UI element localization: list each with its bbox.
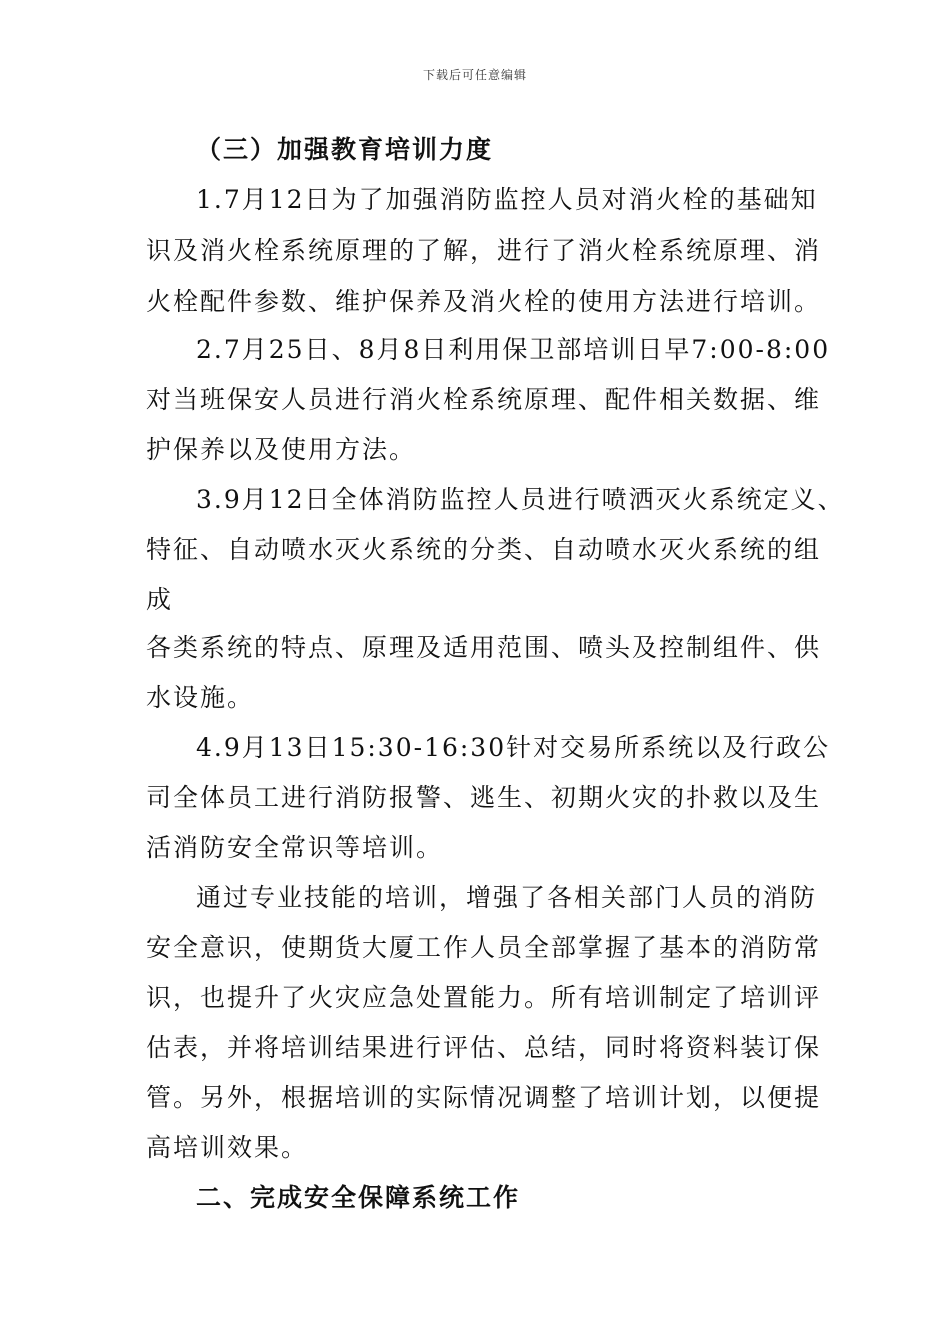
- paragraph-line: 1.7月12日为了加强消防监控人员对消火栓的基础知: [196, 185, 818, 214]
- paragraph-line: 活消防安全常识等培训。: [146, 833, 444, 862]
- paragraph-line: 估表，并将培训结果进行评估、总结，同时将资料装订保: [146, 1033, 822, 1062]
- download-note: 下载后可任意编辑: [422, 68, 527, 82]
- paragraph-line: 司全体员工进行消防报警、逃生、初期火灾的扑救以及生: [146, 783, 822, 812]
- paragraph-line: 各类系统的特点、原理及适用范围、喷头及控制组件、供: [146, 633, 822, 662]
- section-heading-security: 二、完成安全保障系统工作: [196, 1183, 521, 1212]
- paragraph-line: 护保养以及使用方法。: [146, 435, 417, 464]
- paragraph-line: 识，也提升了火灾应急处置能力。所有培训制定了培训评: [146, 983, 822, 1012]
- paragraph-line: 对当班保安人员进行消火栓系统原理、配件相关数据、维: [146, 385, 822, 414]
- paragraph-line: 2.7月25日、8月8日利用保卫部培训日早7:00-8:00: [196, 335, 831, 364]
- paragraph-line: 高培训效果。: [146, 1133, 309, 1162]
- paragraph-line: 安全意识，使期货大厦工作人员全部掌握了基本的消防常: [146, 933, 822, 962]
- paragraph-line: 成: [146, 585, 174, 614]
- section-heading-training: （三）加强教育培训力度: [196, 135, 494, 164]
- paragraph-line: 特征、自动喷水灭火系统的分类、自动喷水灭火系统的组: [146, 535, 822, 564]
- paragraph-line: 火栓配件参数、维护保养及消火栓的使用方法进行培训。: [146, 287, 822, 316]
- paragraph-line: 通过专业技能的培训，增强了各相关部门人员的消防: [196, 883, 818, 912]
- paragraph-line: 水设施。: [146, 683, 255, 712]
- paragraph-line: 识及消火栓系统原理的了解，进行了消火栓系统原理、消: [146, 236, 822, 265]
- paragraph-line: 4.9月13日15:30-16:30针对交易所系统以及行政公: [196, 733, 831, 762]
- paragraph-line: 管。另外，根据培训的实际情况调整了培训计划，以便提: [146, 1083, 822, 1112]
- paragraph-line: 3.9月12日全体消防监控人员进行喷洒灭火系统定义、: [196, 485, 845, 514]
